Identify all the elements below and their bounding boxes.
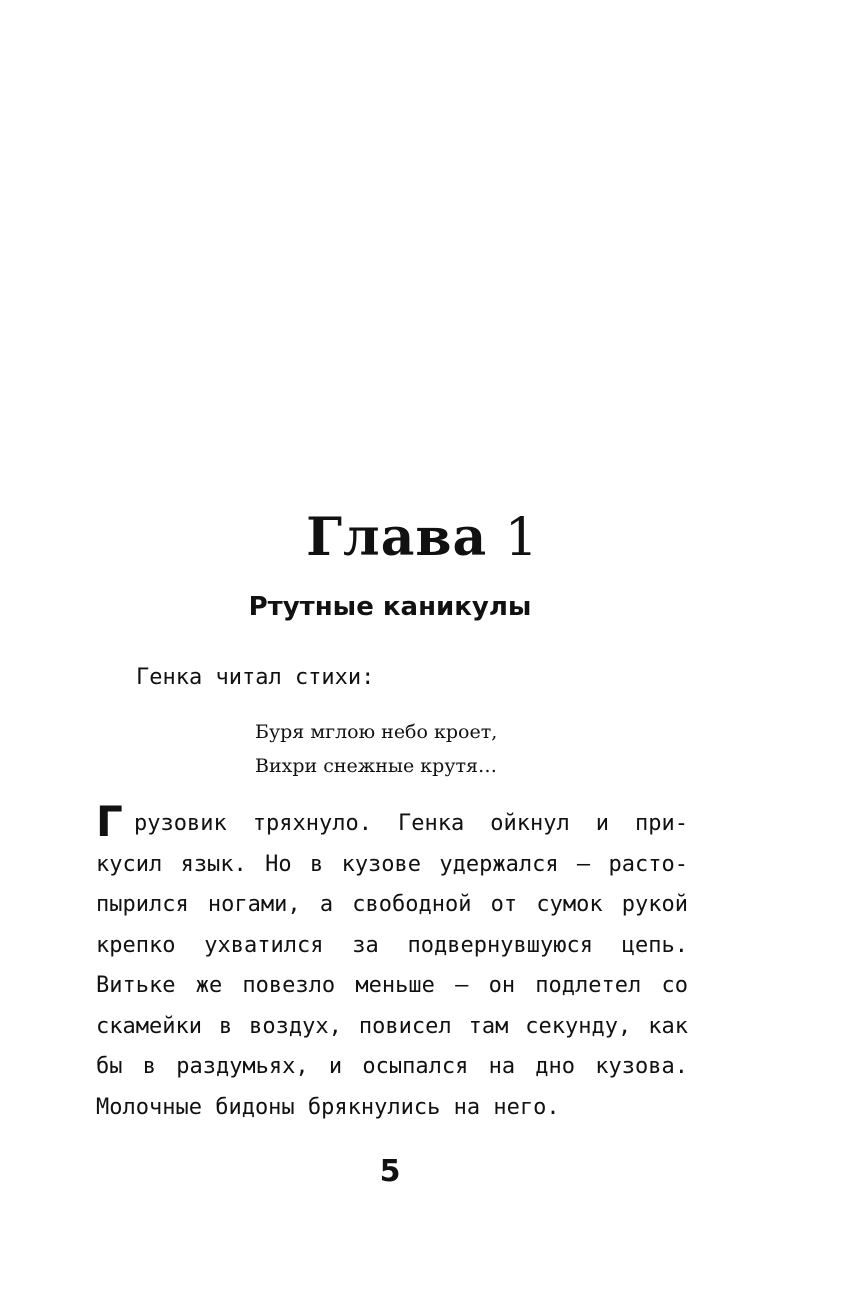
chapter-title: Ртутные каникулы: [248, 592, 532, 622]
body-line: Витьке же повезло меньше — он подлетел со: [96, 973, 688, 998]
body-line: кусил язык. Но в кузове удержался — расто-: [96, 851, 688, 877]
body-line: крепко ухватился за подвернувшуюся цепь.: [96, 932, 688, 958]
poem-line: Буря мглою небо кроет,: [255, 721, 498, 743]
page-number: 5: [379, 1154, 401, 1189]
body-paragraph: [96, 797, 688, 1128]
lead-paragraph: Генка читал стихи:: [136, 665, 375, 690]
poem: [255, 715, 497, 783]
body-line-last: Молочные бидоны брякнулись на него.: [96, 1094, 560, 1120]
drop-cap: Г: [96, 797, 123, 846]
body-line-first: [96, 797, 688, 846]
chapter-heading: [0, 506, 845, 570]
body-line: бы в раздумьях, и осыпался на дно кузова.: [96, 1054, 688, 1079]
poem-line: Вихри снежные крутя…: [255, 755, 498, 777]
chapter-number: 1: [504, 508, 539, 568]
body-line-text: рузовик тряхнуло. Генка ойкнул и при-: [134, 811, 688, 836]
chapter-word: Глава: [306, 507, 488, 568]
body-line: скамейки в воздух, повисел там секунду, как: [96, 1013, 688, 1039]
body-line: пырился ногами, а свободной от сумок рукой: [96, 892, 688, 917]
